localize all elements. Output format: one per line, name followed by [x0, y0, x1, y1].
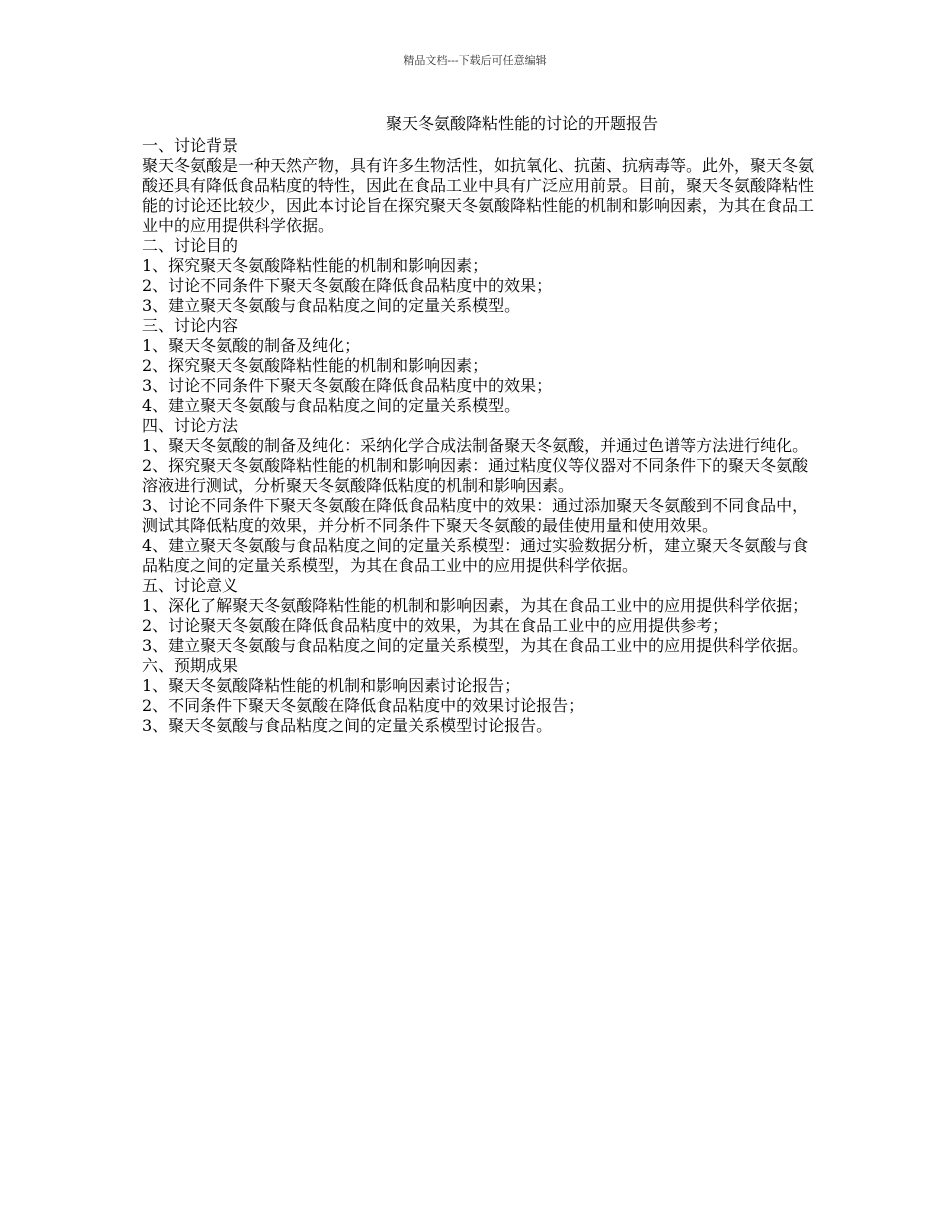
- page-header: 精品文档---下载后可任意编辑: [403, 54, 547, 67]
- list-item: 3、讨论不同条件下聚天冬氨酸在降低食品粘度中的效果；: [142, 376, 553, 395]
- list-item: 3、聚天冬氨酸与食品粘度之间的定量关系模型讨论报告。: [142, 716, 553, 735]
- list-item: 3、讨论不同条件下聚天冬氨酸在降低食品粘度中的效果：通过添加聚天冬氨酸到不同食品中，测试其降低粘度的效果，并分析不同条件下聚天冬氨酸的最佳使用量和使用效果。: [142, 496, 809, 535]
- list-item: 1、深化了解聚天冬氨酸降粘性能的机制和影响因素，为其在食品工业中的应用提供科学依据；: [142, 596, 809, 615]
- list-item: 2、不同条件下聚天冬氨酸在降低食品粘度中的效果讨论报告；: [142, 696, 585, 715]
- section-heading-content: 三、讨论内容: [142, 316, 239, 335]
- list-item: 4、建立聚天冬氨酸与食品粘度之间的定量关系模型：通过实验数据分析，建立聚天冬氨酸与食品粘度之间的定量关系模型，为其在食品工业中的应用提供科学依据。: [142, 536, 809, 575]
- section-heading-objectives: 二、讨论目的: [142, 236, 239, 255]
- paragraph-background: 聚天冬氨酸是一种天然产物，具有许多生物活性，如抗氧化、抗菌、抗病毒等。此外，聚天冬氨酸还具有降低食品粘度的特性，因此在食品工业中具有广泛应用前景。目前，聚天冬氨酸降粘性能的讨论还比较少，因此本讨论旨在探究聚天冬氨酸降粘性能的机制和影响因素，为其在食品工业中的应用提供科学依据。: [142, 156, 815, 235]
- section-heading-background: 一、讨论背景: [142, 136, 239, 155]
- list-item: 1、聚天冬氨酸的制备及纯化：采纳化学合成法制备聚天冬氨酸，并通过色谱等方法进行纯化。: [142, 436, 809, 455]
- list-item: 1、聚天冬氨酸降粘性能的机制和影响因素讨论报告；: [142, 676, 521, 695]
- section-heading-outcomes: 六、预期成果: [142, 656, 239, 675]
- list-item: 2、讨论不同条件下聚天冬氨酸在降低食品粘度中的效果；: [142, 276, 553, 295]
- list-item: 4、建立聚天冬氨酸与食品粘度之间的定量关系模型。: [142, 396, 521, 415]
- list-item: 3、建立聚天冬氨酸与食品粘度之间的定量关系模型，为其在食品工业中的应用提供科学依据。: [142, 636, 809, 655]
- list-item: 2、探究聚天冬氨酸降粘性能的机制和影响因素：通过粘度仪等仪器对不同条件下的聚天冬氨酸溶液进行测试，分析聚天冬氨酸降低粘度的机制和影响因素。: [142, 456, 809, 495]
- document-body: [142, 114, 814, 736]
- section-heading-methods: 四、讨论方法: [142, 416, 239, 435]
- list-item: 2、探究聚天冬氨酸降粘性能的机制和影响因素；: [142, 356, 489, 375]
- list-item: 1、聚天冬氨酸的制备及纯化；: [142, 336, 361, 355]
- section-heading-significance: 五、讨论意义: [142, 576, 239, 595]
- list-item: 2、讨论聚天冬氨酸在降低食品粘度中的效果，为其在食品工业中的应用提供参考；: [142, 616, 729, 635]
- document-title: 聚天冬氨酸降粘性能的讨论的开题报告: [385, 114, 658, 133]
- list-item: 1、探究聚天冬氨酸降粘性能的机制和影响因素；: [142, 256, 489, 275]
- list-item: 3、建立聚天冬氨酸与食品粘度之间的定量关系模型。: [142, 296, 521, 315]
